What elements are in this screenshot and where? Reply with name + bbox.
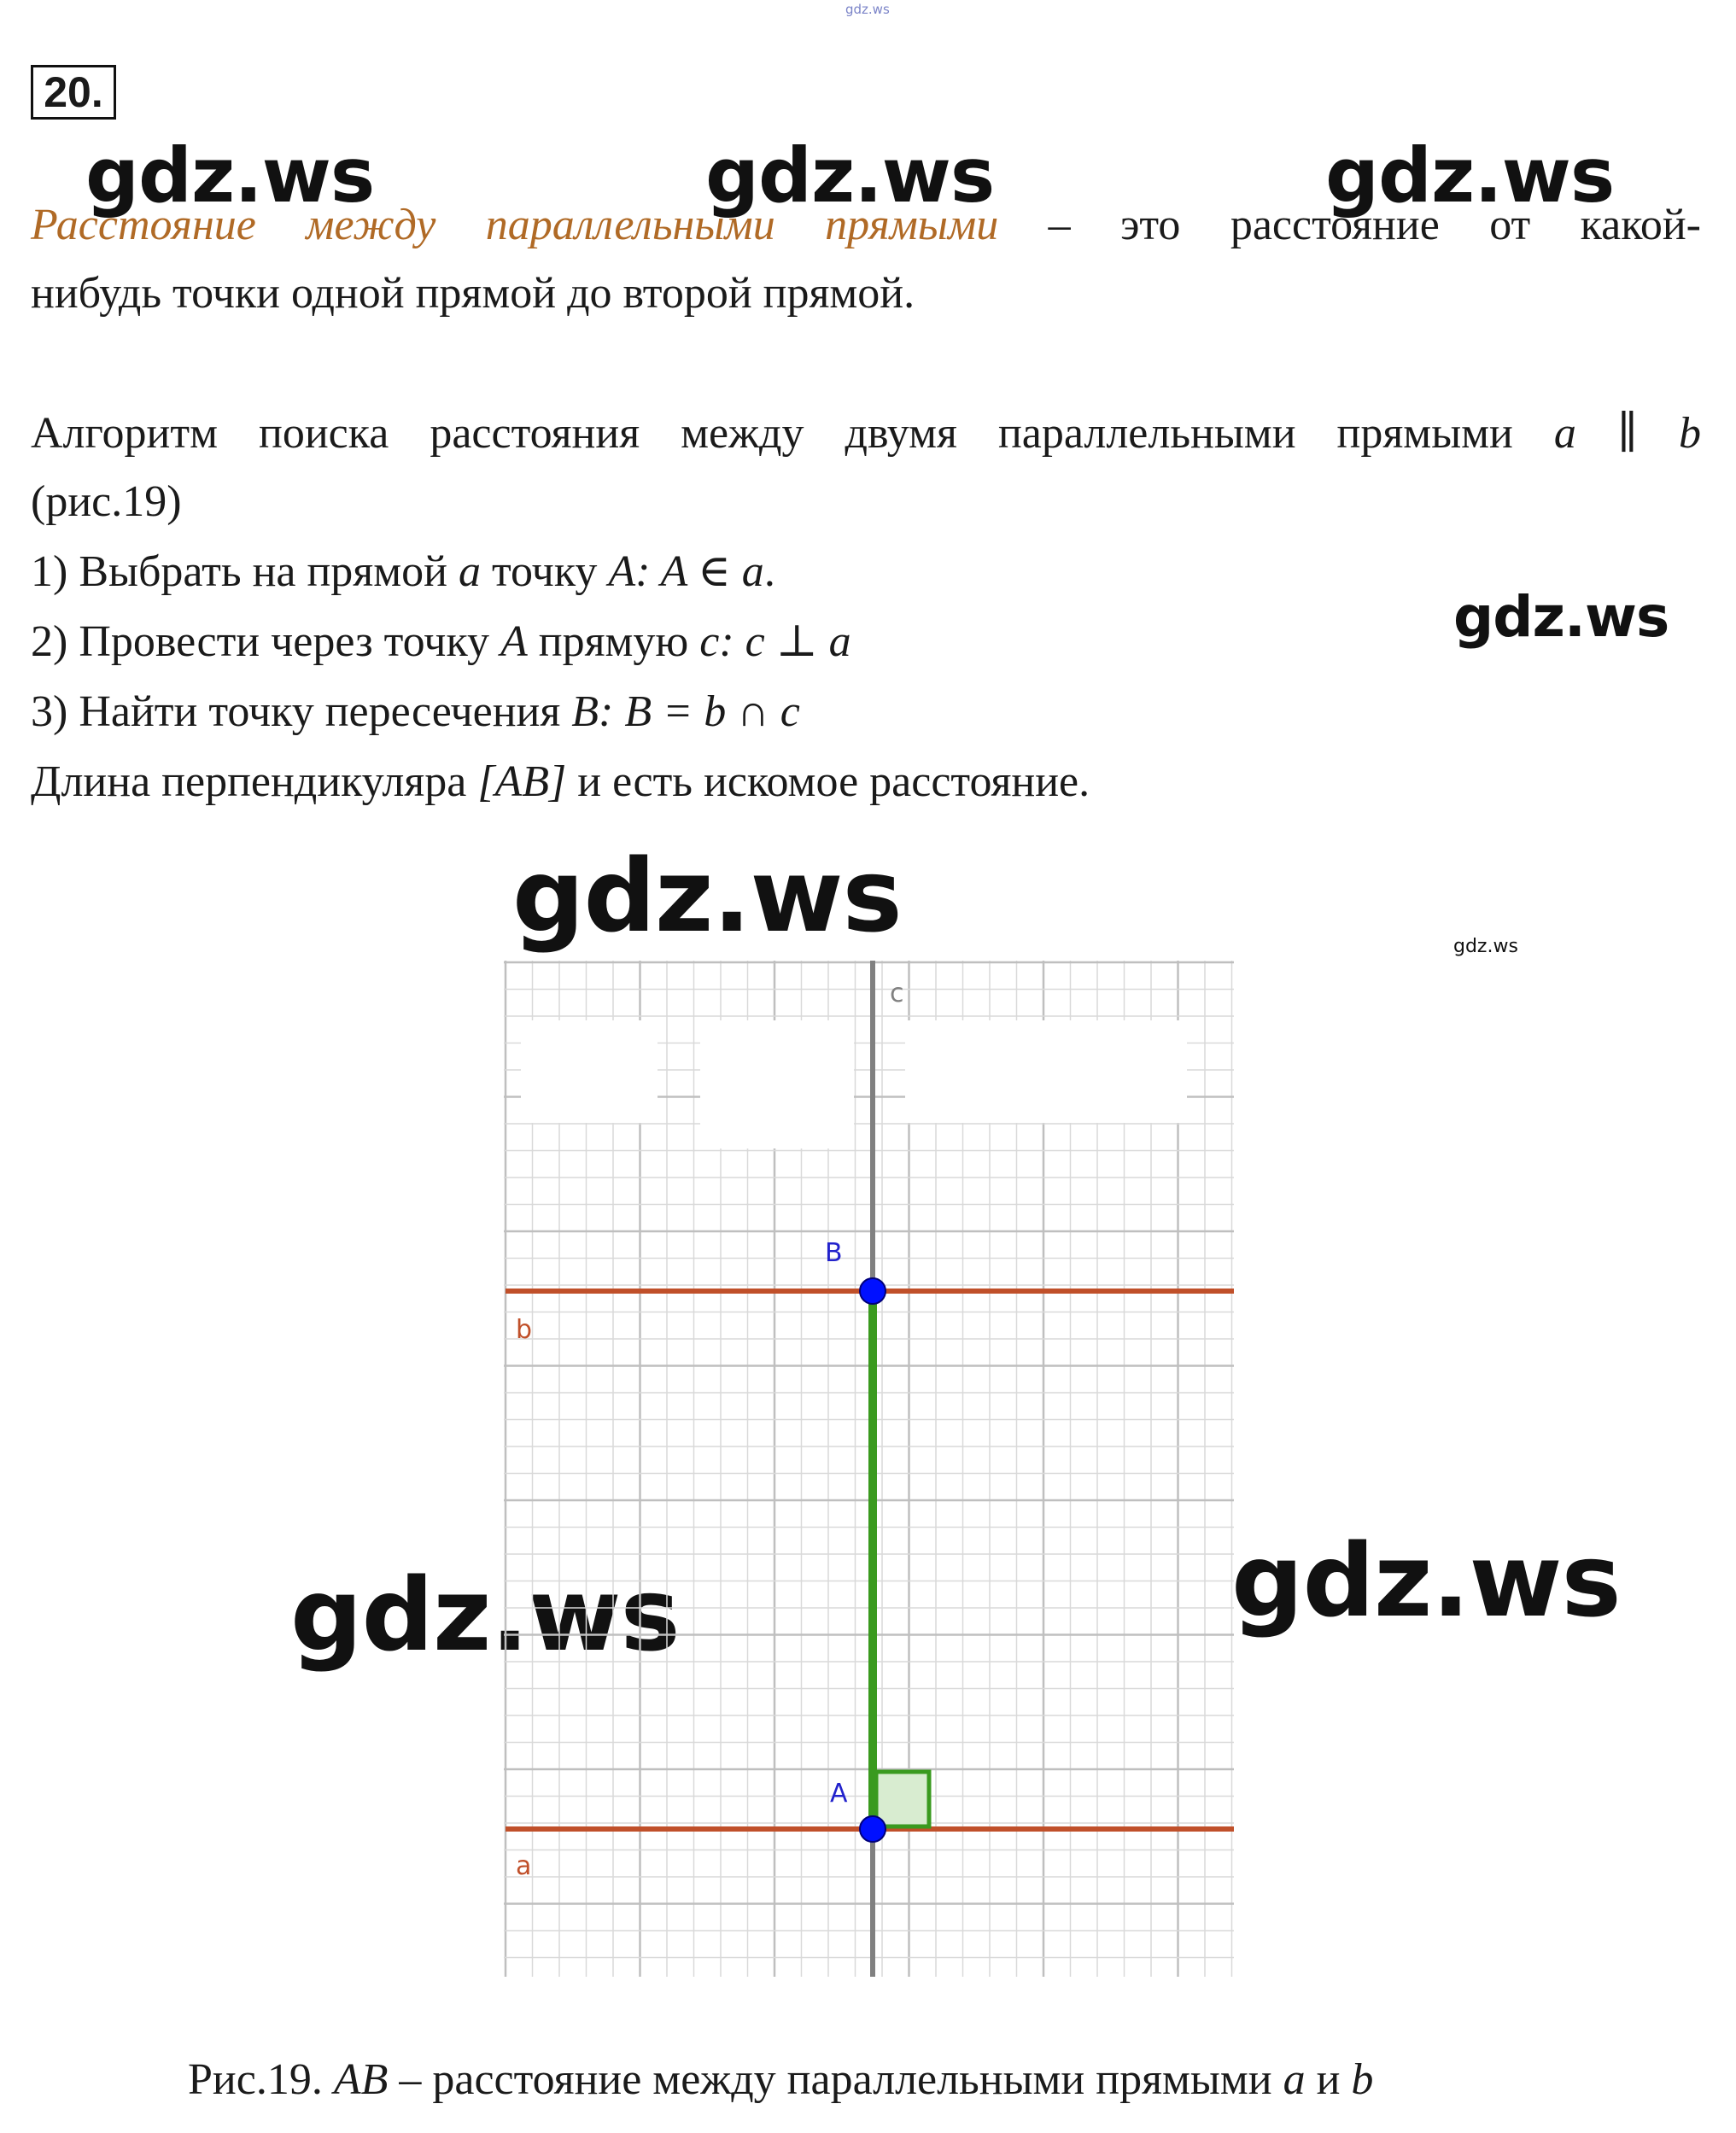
definition-term: Расстояние между параллельными прямыми <box>31 201 999 249</box>
watermark-lower-right: gdz.ws <box>1231 1522 1621 1639</box>
watermark-above-figure: gdz.ws <box>512 837 902 955</box>
right-angle-mark <box>876 1772 929 1826</box>
conclusion-text-2: и есть искомое расстояние. <box>566 757 1090 806</box>
figure-caption <box>188 2054 1373 2106</box>
caption-a: a <box>1283 2055 1306 2104</box>
algorithm-step-2 <box>31 617 1701 668</box>
white-block-1 <box>521 1020 658 1123</box>
conclusion-text: Длина перпендикуляра <box>31 757 478 806</box>
watermark-big-right: gdz.ws <box>1325 131 1615 219</box>
definition-line-1 <box>31 200 1701 251</box>
watermark-lower-left: gdz.ws <box>290 1556 680 1674</box>
step-2-math: c: c ⊥ a <box>699 617 851 666</box>
step-1-end: . <box>763 547 775 596</box>
caption-prefix: Рис.19. <box>188 2055 334 2104</box>
algorithm-step-1 <box>31 546 1701 598</box>
watermark-tiny: gdz.ws <box>845 2 890 17</box>
algorithm-step-3 <box>31 687 1701 738</box>
step-1-math: A: A ∈ a <box>608 547 764 596</box>
step-2-text-2: прямую <box>527 617 700 666</box>
label-point-b: B <box>825 1238 843 1268</box>
step-2-text: 2) Провести через точку <box>31 617 500 666</box>
algorithm-conclusion <box>31 757 1701 808</box>
white-block-2 <box>700 1020 854 1148</box>
algorithm-intro-text: Алгоритм поиска расстояния между двумя параллельными прямыми <box>31 409 1554 458</box>
algorithm-figure-ref: (рис.19) <box>31 477 182 526</box>
watermark-big-left: gdz.ws <box>85 131 375 219</box>
step-3-math: B: B = b ∩ c <box>571 687 800 736</box>
label-c: c <box>890 979 904 1008</box>
step-1-text-2: точку <box>480 547 609 596</box>
white-block-3 <box>905 1020 1187 1123</box>
caption-ab: AB <box>333 2055 389 2104</box>
watermark-medium-right: gdz.ws <box>1453 584 1669 650</box>
caption-text: – расстояние между параллельными прямыми <box>388 2055 1283 2104</box>
caption-b: b <box>1351 2055 1374 2104</box>
conclusion-math: [AB] <box>477 757 567 806</box>
step-2-point-a: A <box>500 617 528 666</box>
task-number: 20. <box>31 65 116 120</box>
point-b <box>860 1278 886 1304</box>
label-b-line: b <box>516 1315 533 1345</box>
algorithm-intro <box>31 408 1701 459</box>
math-a-parallel-b: a ∥ b <box>1553 409 1701 458</box>
step-3-text: 3) Найти точку пересечения <box>31 687 572 736</box>
definition-rest: – это расстояние от какой- <box>998 201 1702 249</box>
watermark-big-center: gdz.ws <box>705 131 995 219</box>
definition-line-2: нибудь точки одной прямой до второй прямой. <box>31 269 915 318</box>
step-1-text: 1) Выбрать на прямой <box>31 547 459 596</box>
watermark-small-right: gdz.ws <box>1453 936 1518 957</box>
label-a-line: a <box>516 1851 532 1881</box>
figure-19 <box>504 961 1238 1985</box>
step-1-line-a: a <box>458 547 481 596</box>
caption-and: и <box>1305 2055 1352 2104</box>
label-point-a: A <box>830 1779 848 1809</box>
point-a <box>860 1816 886 1842</box>
